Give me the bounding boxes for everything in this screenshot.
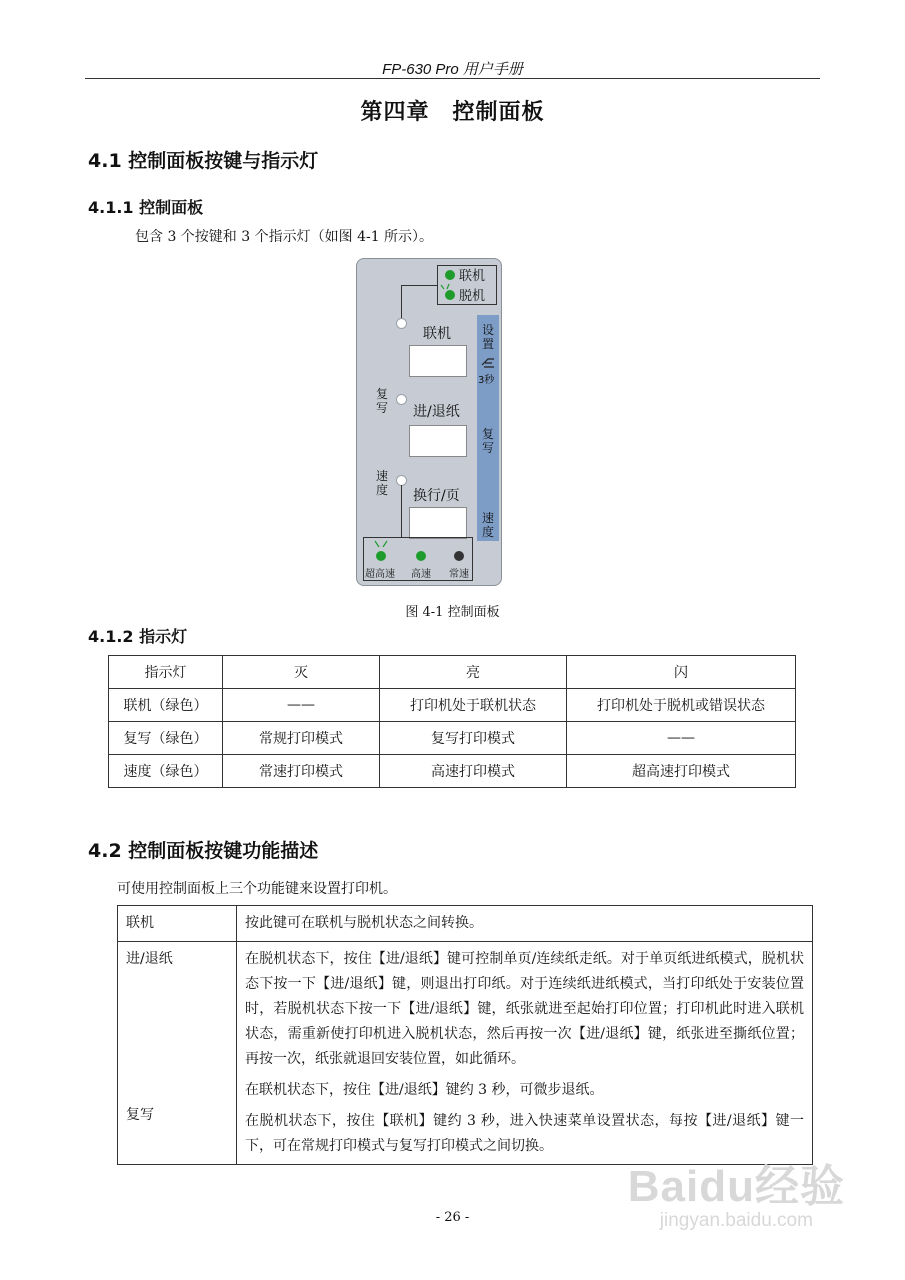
table-row [109, 722, 796, 755]
page-number: - 26 - [435, 1210, 470, 1225]
table-cell: 打印机处于联机状态 [380, 689, 567, 722]
copy-light [396, 394, 407, 405]
feed-key[interactable] [409, 425, 467, 457]
normal-speed-label: 常速 [449, 569, 469, 580]
figure-caption: 图 4-1 控制面板 [405, 605, 500, 620]
function-key-feed: 进/退纸 [126, 951, 173, 967]
function-key-cell: 联机 [118, 906, 237, 942]
strip-speed-label: 速度 [481, 511, 494, 539]
online-key-light [396, 318, 407, 329]
section-4-1-1-heading: 4.1.1 控制面板 [88, 198, 204, 217]
table-cell: 常速打印模式 [223, 755, 380, 788]
offline-led-label: 脱机 [459, 289, 486, 304]
hand-press-icon [480, 355, 496, 369]
function-key-copy: 复写 [126, 1107, 154, 1123]
header-rule [85, 78, 820, 79]
strip-3s-label: 3秒 [478, 375, 495, 386]
baidu-watermark [628, 1150, 845, 1232]
table-row [118, 906, 813, 942]
high-speed-label: 高速 [411, 569, 431, 580]
watermark-main: Baidu经验 [627, 1162, 845, 1211]
indicator-table [108, 655, 796, 788]
table-header-cell: 闪 [567, 656, 796, 689]
ultra-speed-led [376, 551, 386, 561]
high-speed-led [416, 551, 426, 561]
section-4-1-2-heading: 4.1.2 指示灯 [88, 627, 188, 646]
table-row [109, 755, 796, 788]
feed-online-paragraph: 在联机状态下，按住【进/退纸】键约 3 秒，可微步退纸。 [245, 1082, 604, 1098]
section-4-2-intro: 可使用控制面板上三个功能键来设置打印机。 [117, 881, 397, 897]
page-header-title: FP-630 Pro 用户手册 [382, 61, 523, 78]
table-cell: 复写（绿色） [109, 722, 223, 755]
lf-key[interactable] [409, 507, 467, 539]
table-cell: —— [223, 689, 380, 722]
table-cell: 速度（绿色） [109, 755, 223, 788]
strip-setup-label: 设置 [481, 323, 494, 351]
table-cell: 超高速打印模式 [567, 755, 796, 788]
copy-desc-paragraph: 在脱机状态下，按住【联机】键约 3 秒，进入快速菜单设置状态，每按【进/退纸】键一下，可在常规打印模式与复写打印模式之间切换。 [245, 1113, 804, 1154]
blink-marks-icon [371, 539, 391, 551]
table-header-cell: 亮 [380, 656, 567, 689]
table-cell: 打印机处于脱机或错误状态 [567, 689, 796, 722]
blink-marks-icon [439, 283, 451, 293]
normal-speed-led [454, 551, 464, 561]
lf-key-label: 换行/页 [413, 488, 460, 504]
online-key-label: 联机 [423, 326, 451, 342]
table-header-cell: 指示灯 [109, 656, 223, 689]
function-key-cell [118, 942, 237, 1165]
online-key[interactable] [409, 345, 467, 377]
table-row [109, 689, 796, 722]
watermark-sub: jingyan.baidu.com [659, 1210, 813, 1231]
copy-light-label: 复写 [375, 387, 388, 415]
table-cell: 联机（绿色） [109, 689, 223, 722]
side-function-strip [477, 315, 499, 541]
chapter-title: 第四章 控制面板 [360, 100, 545, 125]
feed-key-label: 进/退纸 [413, 404, 460, 420]
table-cell: 复写打印模式 [380, 722, 567, 755]
ultra-speed-label: 超高速 [365, 569, 395, 580]
online-led [445, 270, 455, 280]
table-cell: —— [567, 722, 796, 755]
section-4-1-1-text: 包含 3 个按键和 3 个指示灯（如图 4-1 所示）。 [135, 229, 434, 245]
speed-light-label: 速度 [375, 469, 388, 497]
table-cell: 高速打印模式 [380, 755, 567, 788]
function-desc-cell [237, 942, 813, 1165]
section-4-2-heading: 4.2 控制面板按键功能描述 [88, 840, 319, 862]
control-panel-figure [356, 258, 502, 586]
table-row [118, 942, 813, 1165]
function-desc-cell: 按此键可在联机与脱机状态之间转换。 [237, 906, 813, 942]
table-header-cell: 灭 [223, 656, 380, 689]
section-4-1-heading: 4.1 控制面板按键与指示灯 [88, 150, 319, 172]
strip-copy-label: 复写 [481, 427, 494, 455]
table-header-row [109, 656, 796, 689]
table-cell: 常规打印模式 [223, 722, 380, 755]
feed-desc-paragraph: 在脱机状态下，按住【进/退纸】键可控制单页/连续纸走纸。对于单页纸进纸模式，脱机状态下按一下【进/退纸】键，则退出打印纸。对于连续纸进纸模式，当打印纸处于安装位置时，若脱机状态下按一下【进/退纸】键，纸张就进至起始打印位置；打印机此时进入联机状态，需重新使打印机进入脱机状态，然后再按一次【进/退纸】键，纸张进至撕纸位置；再按一次，纸张就退回安装位置，如此循环。 [245, 951, 804, 1067]
function-table [117, 905, 813, 1165]
online-led-label: 联机 [459, 269, 486, 284]
